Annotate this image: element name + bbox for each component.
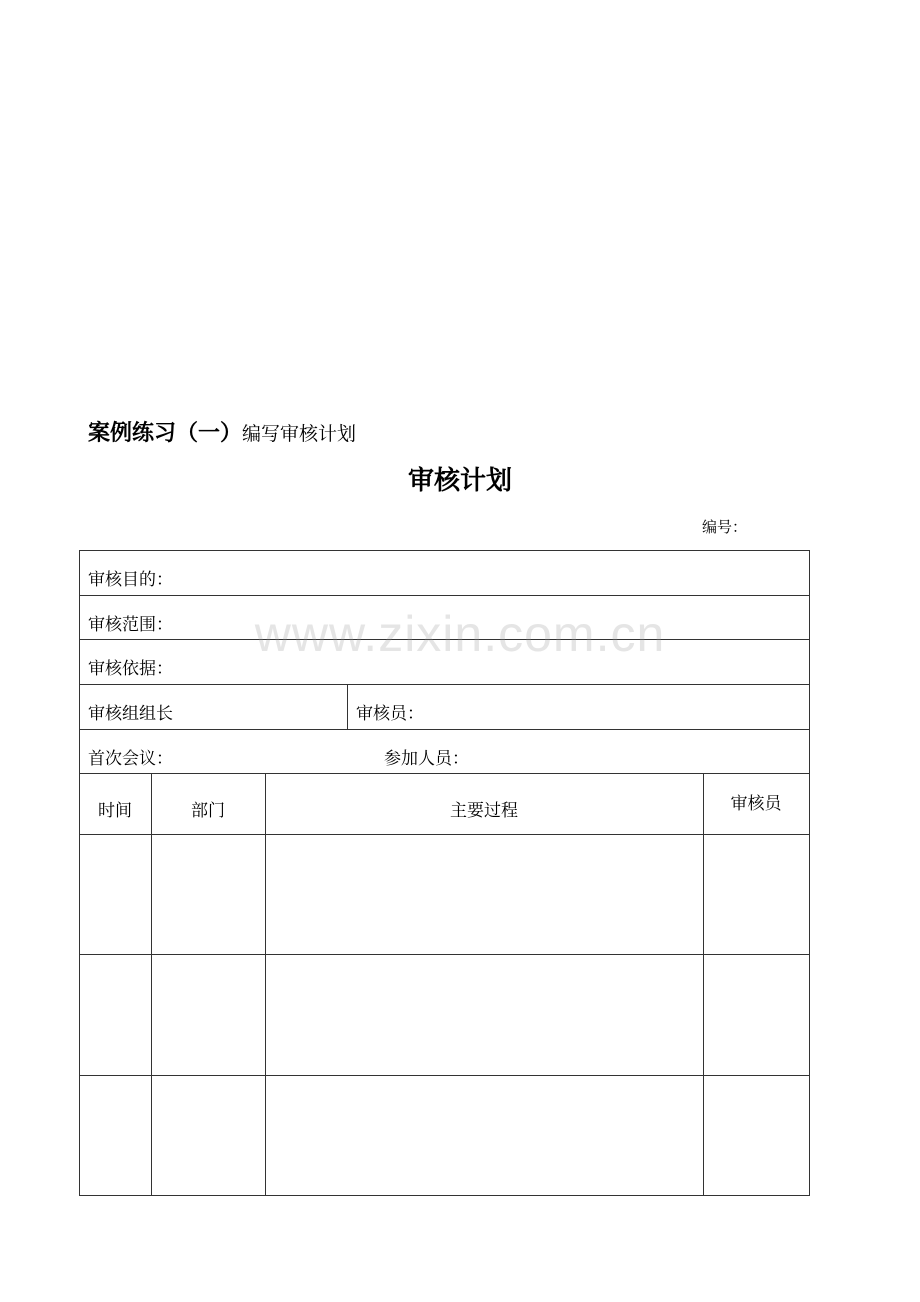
document-title: 审核计划 [407, 466, 512, 496]
audit-scope-label: 审核范围： [88, 615, 173, 635]
exercise-heading-bold: 案例练习（一） [88, 421, 243, 446]
site-watermark: www.zixin.com.cn [254, 606, 666, 662]
row-divider [79, 639, 810, 640]
row-divider [79, 1075, 810, 1076]
row-divider [79, 773, 810, 774]
schedule-col-divider [265, 773, 266, 1196]
row-divider [79, 954, 810, 955]
form-border-bottom [79, 1195, 810, 1196]
audit-plan-form [79, 550, 810, 1196]
audit-purpose-label: 审核目的： [88, 570, 173, 590]
first-meeting-label: 首次会议： [88, 749, 173, 769]
col-header-department: 部门 [191, 801, 225, 821]
team-leader-label: 审核组组长 [88, 704, 173, 724]
row-divider [79, 684, 810, 685]
serial-number-label: 编号： [702, 518, 748, 536]
col-header-auditor: 审核员 [730, 794, 782, 814]
schedule-col-divider [151, 773, 152, 1196]
exercise-heading-subtitle: 编写审核计划 [242, 423, 357, 445]
col-header-time: 时间 [98, 801, 132, 821]
audit-basis-label: 审核依据： [88, 659, 173, 679]
row-divider [79, 729, 810, 730]
team-row-divider [347, 684, 348, 729]
participants-label: 参加人员： [384, 749, 469, 769]
auditor-label: 审核员： [356, 704, 424, 724]
form-border-left [79, 550, 80, 1196]
exercise-heading [88, 418, 356, 449]
col-header-process: 主要过程 [450, 801, 518, 821]
form-border-top [79, 550, 810, 551]
form-border-right [809, 550, 810, 1196]
row-divider [79, 834, 810, 835]
row-divider [79, 595, 810, 596]
schedule-col-divider [703, 773, 704, 1196]
